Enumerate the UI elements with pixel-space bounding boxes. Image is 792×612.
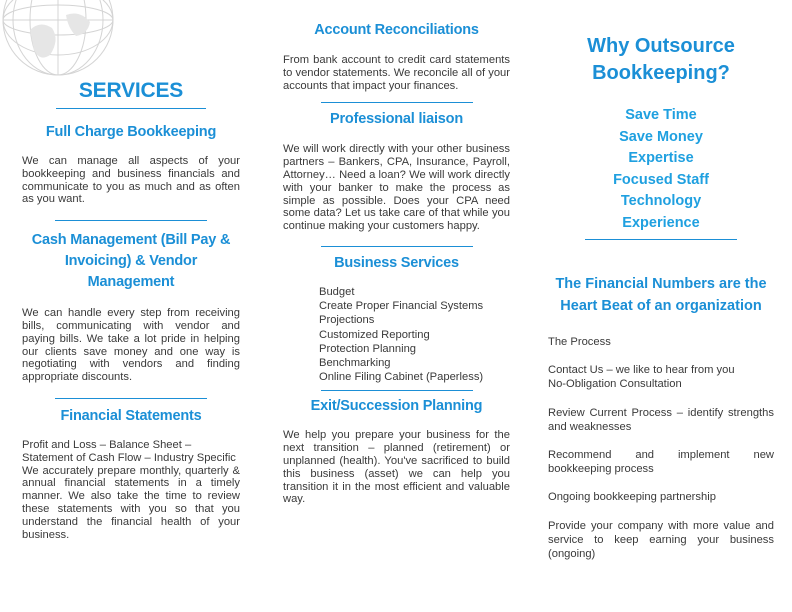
- why-item: Save Money: [619, 128, 703, 145]
- divider: [55, 398, 207, 399]
- list-item: Online Filing Cabinet (Paperless): [319, 371, 484, 384]
- business-services-list: [283, 285, 510, 384]
- divider: [55, 220, 207, 221]
- right-column: [548, 0, 774, 612]
- services-column: [22, 0, 240, 612]
- process-step: Ongoing bookkeeping partnership: [548, 491, 716, 504]
- divider: [321, 246, 473, 247]
- why-item: Save Time: [625, 107, 697, 123]
- why-item: Experience: [622, 214, 700, 231]
- fin-statements-body: We accurately prepare monthly, quarterly & annual financial statements in a timely manner. We also take the time to review these statements with you so that you understand the financial health of your business.: [22, 464, 240, 541]
- list-item: Protection Planning: [319, 342, 417, 355]
- exit-body: We help you prepare your business for the next transition – planned (retirement) or unplanned (health). You've sacrificed to build this business (asset) we can help you transition it in the most efficient and valuable way.: [283, 429, 510, 506]
- divider: [56, 108, 206, 109]
- why-item: Expertise: [628, 150, 694, 166]
- why-list: [548, 105, 774, 234]
- fin-title: The Financial Numbers are the Heart Beat of an organization: [555, 276, 767, 314]
- cash-mgmt-title: Cash Management (Bill Pay & Invoicing) & Vendor Management: [31, 232, 231, 291]
- list-item: Create Proper Financial Systems: [319, 300, 484, 313]
- list-item: Customized Reporting: [319, 328, 430, 341]
- why-title: Why Outsource Bookkeeping?: [587, 35, 735, 84]
- business-services-title: Business Services: [334, 254, 459, 271]
- fin-statements-line1: Profit and Loss – Balance Sheet – Statement of Cash Flow – Industry Specific: [22, 438, 236, 464]
- full-charge-title: Full Charge Bookkeeping: [45, 124, 217, 140]
- account-recon-title: Account Reconciliations: [314, 22, 479, 38]
- full-charge-body: We can manage all aspects of your bookkeeping and business financials and communicate to you as much and as often as you want.: [22, 155, 240, 206]
- exit-title: Exit/Succession Planning: [310, 398, 483, 415]
- why-item: Focused Staff: [613, 171, 709, 188]
- why-item: Technology: [620, 193, 702, 209]
- prof-liaison-title: Professional liaison: [330, 111, 463, 128]
- process-title: The Process: [548, 336, 611, 348]
- cash-mgmt-body: We can handle every step from receiving bills, communicating with vendor and paying bills. We take a lot pride in helping our clients save money and one way is negotiating with vendors and finding appropriate discounts.: [22, 307, 240, 384]
- process-step: Review Current Process – identify strengths and weaknesses: [548, 406, 774, 433]
- services-title: SERVICES: [78, 79, 184, 102]
- process-step: Recommend and implement new bookkeeping process: [548, 449, 774, 476]
- list-item: Benchmarking: [319, 356, 391, 369]
- divider: [585, 239, 737, 240]
- fin-statements-title: Financial Statements: [60, 407, 202, 424]
- list-item: Budget: [319, 285, 355, 298]
- process-step: Contact Us – we like to hear from you No-Obligation Consultation: [548, 364, 735, 391]
- process-step: Provide your company with more value and service to keep earning your business (ongoing): [548, 519, 774, 561]
- middle-column: [283, 0, 510, 612]
- prof-liaison-body: We will work directly with your other business partners – Bankers, CPA, Insurance, Payroll, Attorney… Need a loan? We will work directly with your banker to make the process as simple as possible. Does your CPA need some data? Let us take care of that while you continue making your customers happy.: [283, 143, 510, 233]
- divider: [321, 390, 473, 391]
- list-item: Projections: [319, 314, 375, 327]
- divider: [321, 102, 473, 103]
- account-recon-body: From bank account to credit card statements to vendor statements. We reconcile all of your accounts that impact your finances.: [283, 54, 510, 92]
